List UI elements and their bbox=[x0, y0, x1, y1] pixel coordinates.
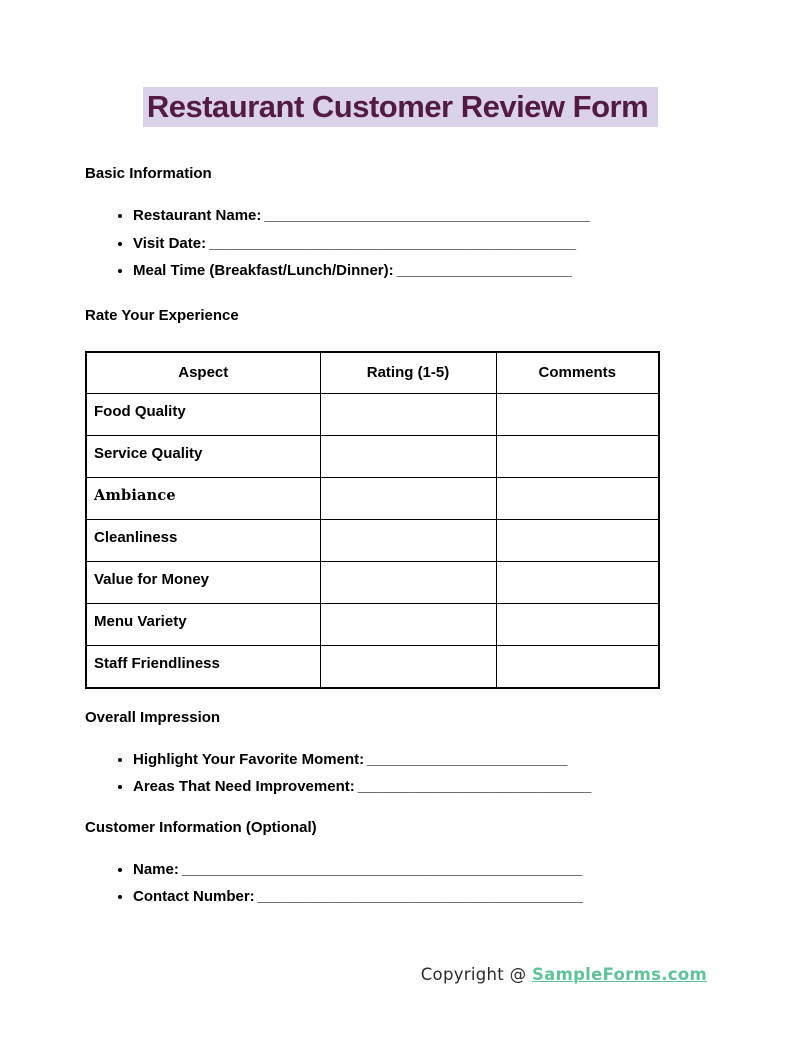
basic-information-list bbox=[85, 202, 716, 285]
table-header-row bbox=[86, 352, 659, 394]
customer-information-list bbox=[85, 856, 716, 911]
rating-cell[interactable] bbox=[320, 646, 496, 688]
rating-cell[interactable] bbox=[320, 478, 496, 520]
table-row bbox=[86, 394, 659, 436]
rating-cell[interactable] bbox=[320, 394, 496, 436]
rating-cell[interactable] bbox=[320, 562, 496, 604]
fill-in-line[interactable]: _______________________________________ bbox=[257, 888, 584, 905]
comments-cell[interactable] bbox=[496, 520, 659, 562]
comments-cell[interactable] bbox=[496, 646, 659, 688]
field-label: Areas That Need Improvement: bbox=[133, 778, 355, 795]
field-label: Restaurant Name: bbox=[133, 207, 262, 224]
comments-cell[interactable] bbox=[496, 436, 659, 478]
field-label: Highlight Your Favorite Moment: bbox=[133, 750, 365, 768]
fill-in-line[interactable]: ____________________________________________ bbox=[209, 234, 577, 252]
heading-rate-experience: Rate Your Experience bbox=[85, 306, 239, 324]
table-row bbox=[86, 478, 659, 520]
aspect-label: Staff Friendliness bbox=[86, 646, 320, 688]
aspect-label: Cleanliness bbox=[86, 520, 320, 562]
page-title: Restaurant Customer Review Form bbox=[143, 87, 658, 127]
field-label: Name: bbox=[133, 860, 179, 878]
comments-cell[interactable] bbox=[496, 478, 659, 520]
table-row bbox=[86, 562, 659, 604]
table-row bbox=[86, 520, 659, 562]
document-content bbox=[0, 166, 801, 911]
table-row bbox=[86, 604, 659, 646]
rating-cell[interactable] bbox=[320, 604, 496, 646]
fill-in-line[interactable]: _______________________________________ bbox=[264, 207, 590, 224]
fill-in-line[interactable]: ________________________________________________ bbox=[181, 860, 583, 878]
comments-cell[interactable] bbox=[496, 394, 659, 436]
heading-basic-information: Basic Information bbox=[85, 165, 212, 182]
field-contact-number bbox=[133, 883, 716, 911]
rating-table bbox=[85, 351, 660, 689]
comments-cell[interactable] bbox=[496, 604, 659, 646]
field-label: Visit Date: bbox=[133, 234, 207, 252]
fill-in-line[interactable]: _____________________ bbox=[396, 262, 572, 279]
heading-overall-impression: Overall Impression bbox=[85, 708, 221, 726]
field-meal-time bbox=[133, 257, 716, 285]
column-header-aspect: Aspect bbox=[86, 352, 320, 394]
heading-customer-information: Customer Information (Optional) bbox=[85, 818, 317, 836]
field-name bbox=[133, 856, 716, 884]
fill-in-line[interactable]: ________________________ bbox=[367, 750, 568, 768]
field-favorite-moment bbox=[133, 746, 716, 774]
aspect-label: Ambiance bbox=[86, 478, 320, 520]
aspect-label: Service Quality bbox=[86, 436, 320, 478]
field-visit-date bbox=[133, 230, 716, 258]
aspect-label: Menu Variety bbox=[86, 604, 320, 646]
table-row bbox=[86, 436, 659, 478]
title-container bbox=[0, 0, 801, 127]
field-label: Meal Time (Breakfast/Lunch/Dinner): bbox=[133, 262, 394, 279]
copyright-text: Copyright @ bbox=[420, 965, 527, 984]
aspect-label: Value for Money bbox=[86, 562, 320, 604]
field-label: Contact Number: bbox=[133, 888, 255, 905]
field-improvement-areas bbox=[133, 773, 716, 801]
column-header-comments: Comments bbox=[496, 352, 659, 394]
field-restaurant-name bbox=[133, 202, 716, 230]
overall-impression-list bbox=[85, 746, 716, 801]
aspect-label: Food Quality bbox=[86, 394, 320, 436]
footer-copyright bbox=[421, 965, 707, 984]
rating-cell[interactable] bbox=[320, 436, 496, 478]
column-header-rating: Rating (1-5) bbox=[320, 352, 496, 394]
fill-in-line[interactable]: ____________________________ bbox=[357, 778, 592, 795]
table-row bbox=[86, 646, 659, 688]
sampleforms-link[interactable]: SampleForms.com bbox=[531, 965, 707, 984]
comments-cell[interactable] bbox=[496, 562, 659, 604]
rating-cell[interactable] bbox=[320, 520, 496, 562]
